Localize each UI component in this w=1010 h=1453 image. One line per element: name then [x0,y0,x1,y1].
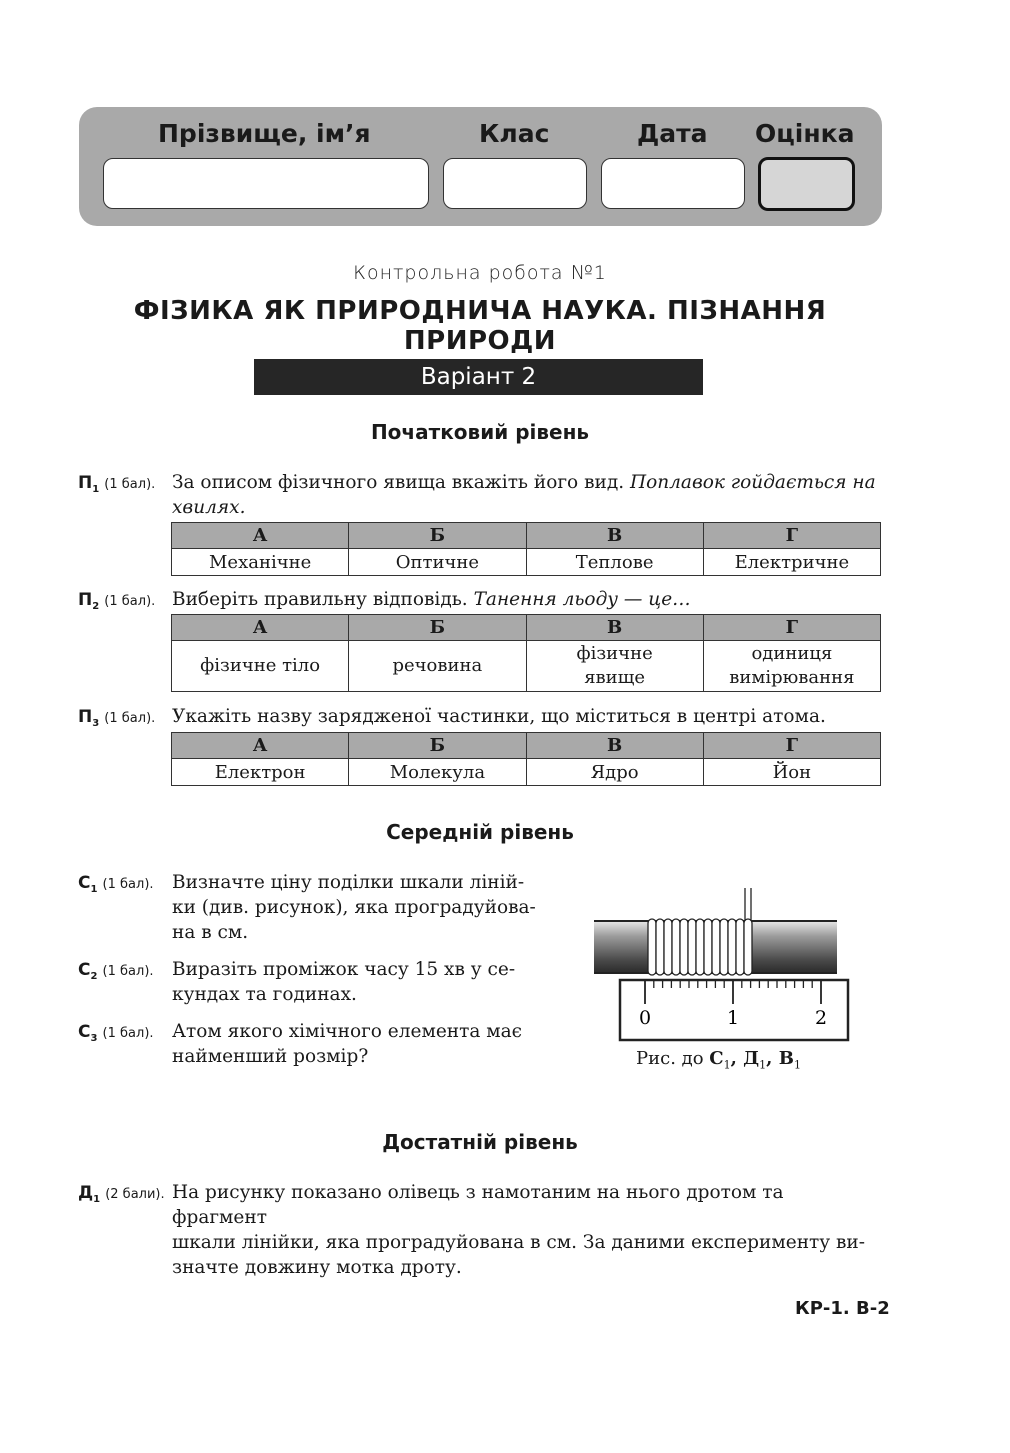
question-italic-cont: хвилях. [172,497,246,518]
question-index: 1 [93,1194,101,1206]
question-label-s2 [78,960,154,982]
question-index: 1 [90,884,98,896]
level-heading-sufficient: Достатній рівень [382,1130,578,1154]
question-italic: Танення льоду — це… [473,589,691,610]
question-text: Виберіть правильну відповідь. [172,589,474,610]
level-heading-initial: Початковий рівень [370,420,590,444]
option-b: Б [349,733,526,759]
question-points: (1 бал). [104,594,156,609]
option-d: Г [703,615,880,641]
question-text-p2 [172,587,691,612]
answer-c: Ядро [526,759,703,786]
date-field[interactable] [601,158,745,209]
option-c: В [526,733,703,759]
question-label-s3 [78,1022,154,1044]
question-points: (1 бал). [104,711,156,726]
variant-banner: Варіант 2 [254,359,703,395]
answer-d: Електричне [703,549,880,576]
student-info-panel [79,107,882,226]
option-c: В [526,615,703,641]
question-text-s1: Визначте ціну поділки шкали ліній- ки (див. рисунок), яка проградуйова- на в см. [172,872,536,943]
question-text-d1: На рисунку показано олівець з намотаним на нього дротом та фрагмент шкали лінійки, яка проградуйована в см. За даними експерименту ви- значте довжину мотка дроту. [172,1182,866,1278]
option-d: Г [703,733,880,759]
question-code: С [78,1022,91,1042]
option-a: А [172,733,349,759]
question-label-s1 [78,873,154,895]
question-index: 1 [92,484,100,496]
figure-caption: Рис. до $С_1$, $Д_1$, $В_1$ [636,1048,801,1072]
question-points: (1 бал). [102,877,154,892]
name-label: Прізвище, ім’я [158,119,371,148]
ruler [620,980,848,1040]
question-text-p1 [172,470,876,520]
level-heading-middle: Середній рівень [386,820,574,844]
option-b: Б [349,523,526,549]
question-code: Д [78,1183,94,1203]
option-d: Г [703,523,880,549]
grade-field[interactable] [758,157,855,211]
name-field[interactable] [103,158,429,209]
answer-b: речовина [349,641,526,692]
question-label-p2 [78,590,155,612]
test-subtitle: Контрольна робота №1 [353,262,607,284]
wire-coil [648,919,752,975]
question-points: (1 бал). [102,1026,154,1041]
answer-table-p1 [171,522,881,576]
question-index: 2 [90,971,98,983]
question-points: (1 бал). [102,964,154,979]
question-text-s3: Атом якого хімічного елемента має найменший розмір? [172,1021,523,1067]
ruler-label-1: 1 [726,1007,740,1029]
grade-label: Оцінка [755,119,855,148]
answer-a: Електрон [172,759,349,786]
answer-table-p3 [171,732,881,786]
option-b: Б [349,615,526,641]
question-text: За описом фізичного явища вкажіть його вид. [172,472,630,493]
option-a: А [172,523,349,549]
answer-b: Оптичне [349,549,526,576]
question-index: 3 [90,1033,98,1045]
answer-c: Теплове [526,549,703,576]
answer-table-p2 [171,614,881,692]
ruler-label-0: 0 [638,1007,652,1029]
question-index: 2 [92,601,100,613]
answer-a: Механічне [172,549,349,576]
page-code: КР-1. В-2 [795,1298,890,1319]
question-label-p3 [78,707,155,729]
ruler-label-2: 2 [814,1007,828,1029]
page-title: ФІЗИКА ЯК ПРИРОДНИЧА НАУКА. ПІЗНАННЯ ПРИРОДИ [133,296,827,356]
question-points: (1 бал). [104,477,156,492]
question-code: С [78,873,91,893]
question-code: С [78,960,91,980]
question-text-p3: Укажіть назву зарядженої частинки, що міститься в центрі атома. [172,706,826,727]
date-label: Дата [637,119,708,148]
answer-d: одиниця вимірювання [703,641,880,692]
answer-b: Молекула [349,759,526,786]
question-italic: Поплавок гойдається на [629,472,876,493]
pencil-coil-ruler-figure [592,888,852,1046]
option-c: В [526,523,703,549]
class-label: Клас [479,119,550,148]
answer-d: Йон [703,759,880,786]
question-label-p1 [78,473,155,495]
answer-a: фізичне тіло [172,641,349,692]
question-code: П [78,707,93,727]
question-points: (2 бали). [105,1187,165,1202]
question-label-d1 [78,1183,165,1205]
question-code: П [78,590,93,610]
question-code: П [78,473,93,493]
question-index: 3 [92,718,100,730]
class-field[interactable] [443,158,587,209]
answer-c: фізичне явище [526,641,703,692]
option-a: А [172,615,349,641]
wire-ends [745,888,751,921]
question-text-s2: Виразіть проміжок часу 15 хв у се- кундах та годинах. [172,959,516,1005]
